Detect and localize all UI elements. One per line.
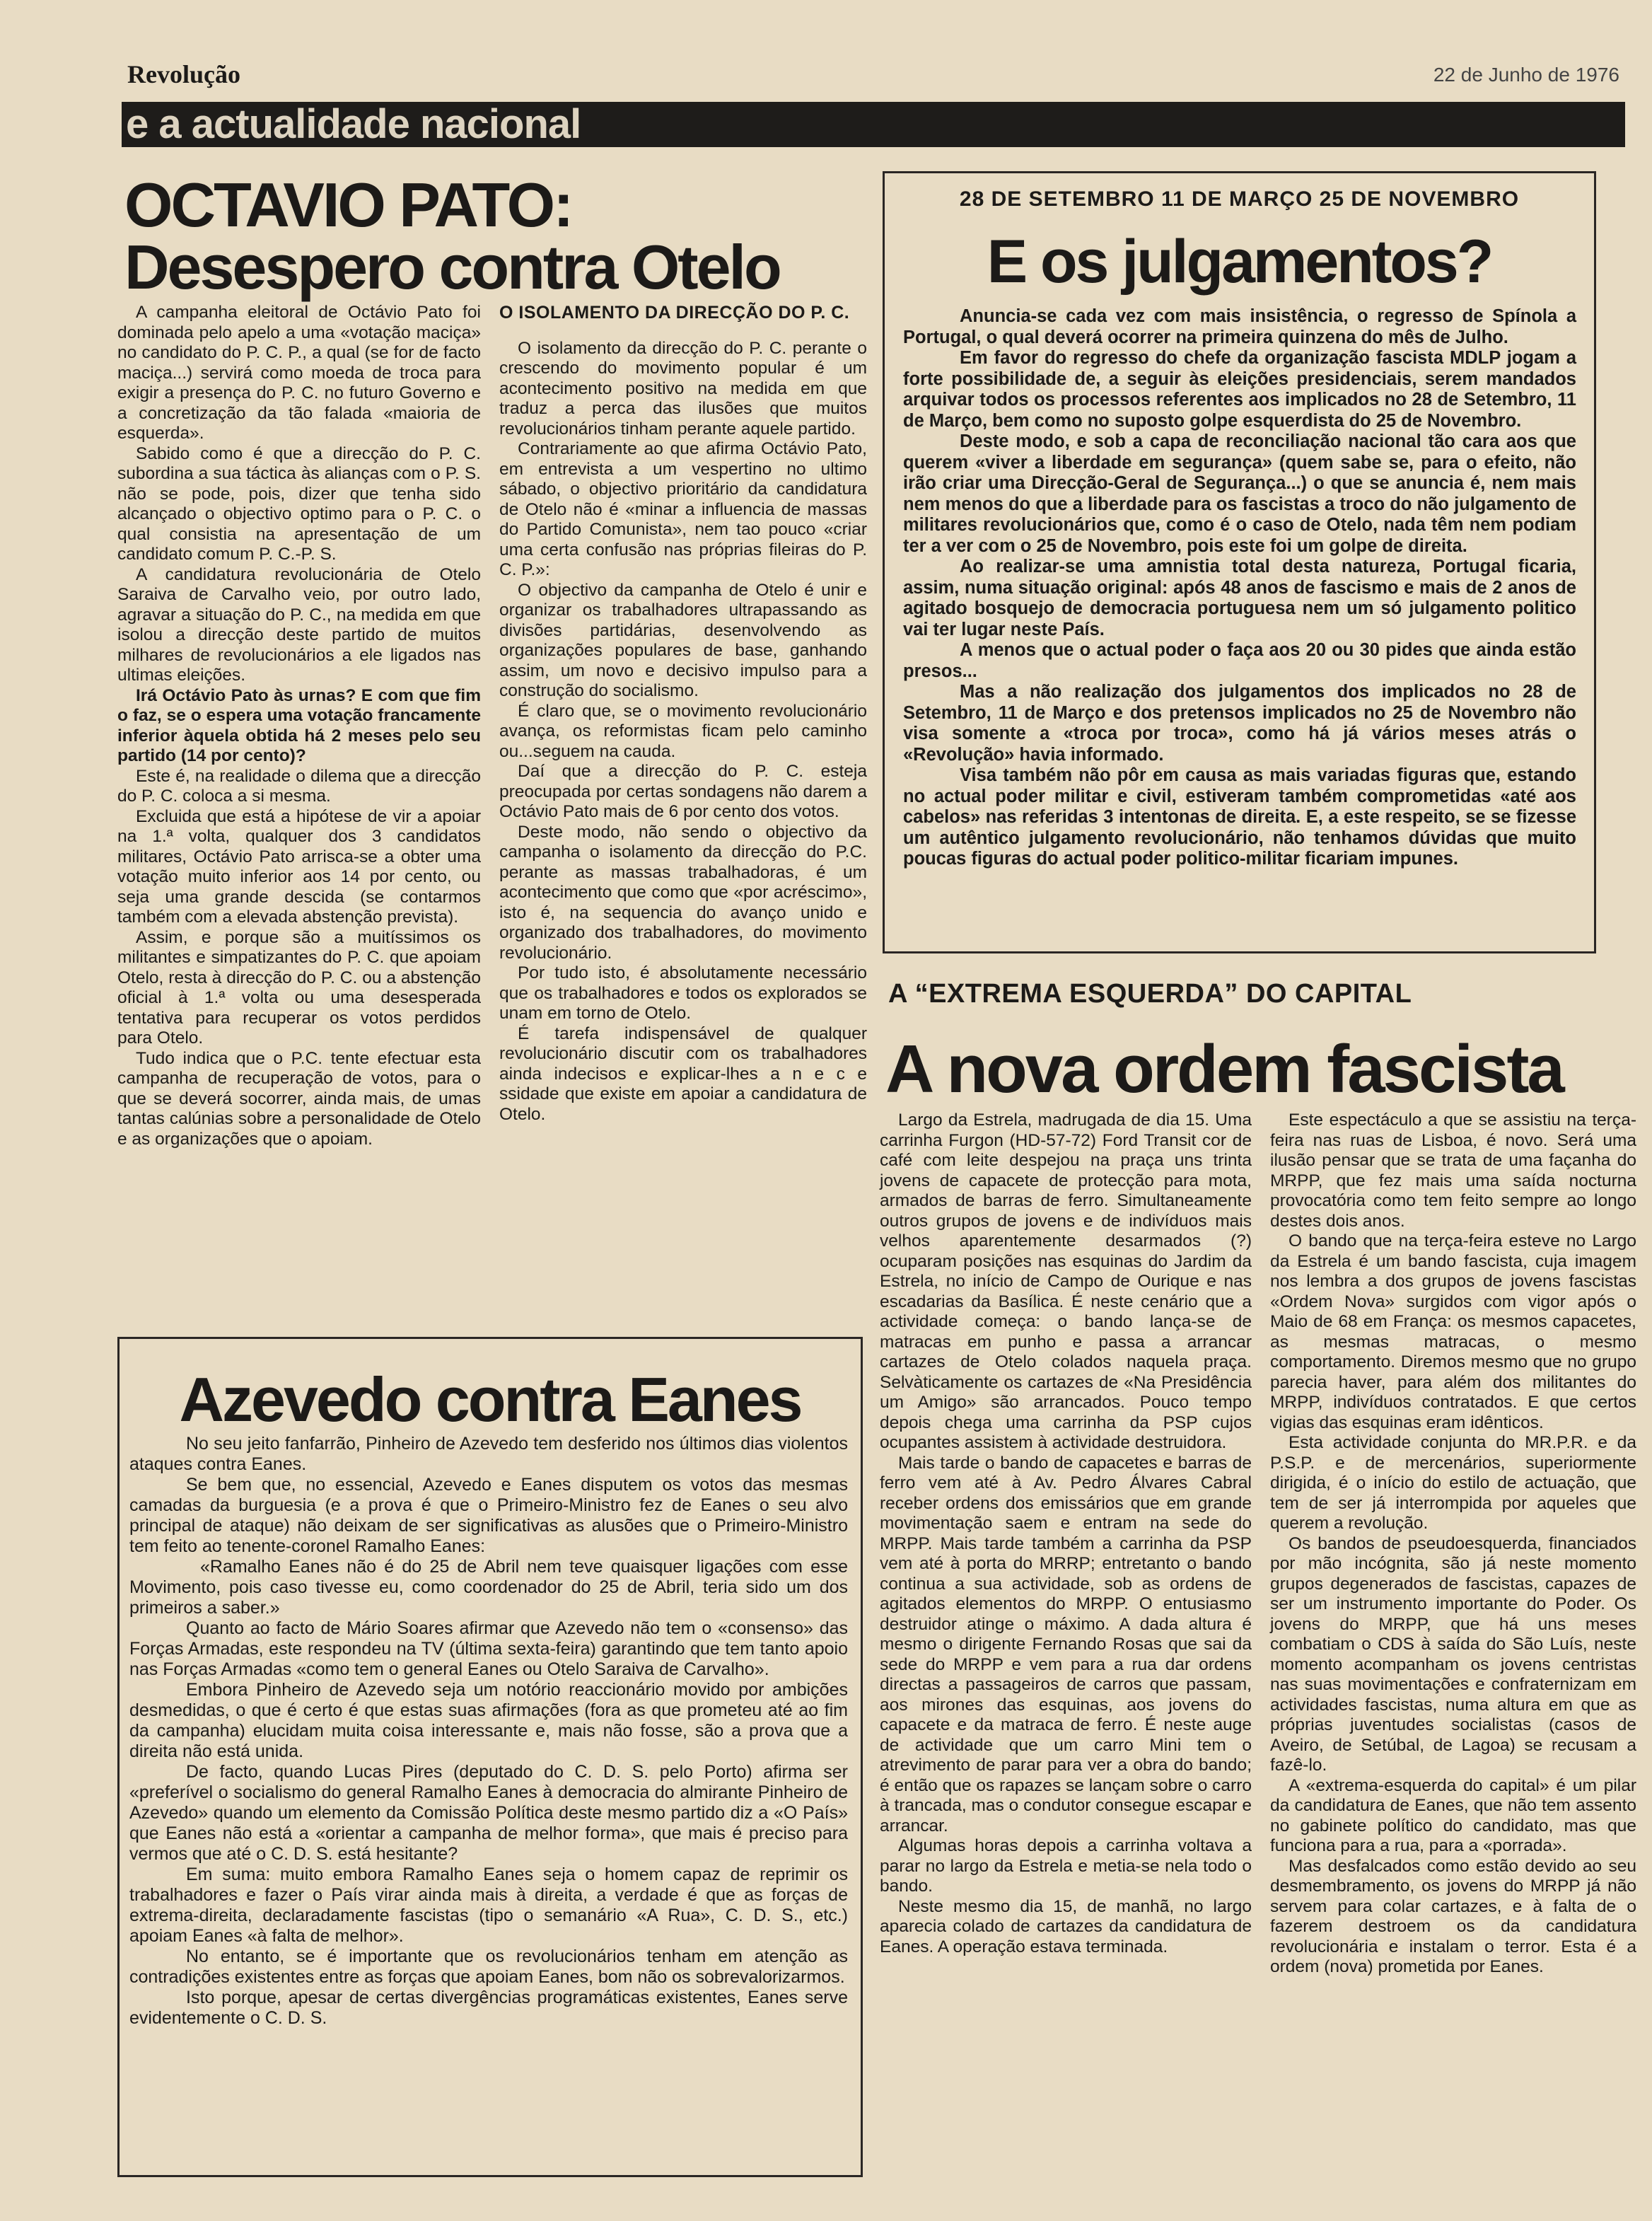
fascista-column-2 [1270, 1110, 1636, 1978]
pato-para: Por tudo isto, é absolutamente necessário que os trabalhadores e todos os explorados se unam em torno de Otelo. [499, 963, 867, 1023]
pato-column-2 [499, 303, 867, 1125]
pato-para: Deste modo, não sendo o objectivo da campanha o isolamento da direcção do P.C. perante as massas trabalhadoras, é um acontecimento que como que «por acréscimo», isto é, na sequencia do avanço unido e organizado dos trabalhadores, do movimento revolucionário. [499, 822, 867, 963]
azevedo-title: Azevedo contra Eanes [179, 1364, 801, 1434]
pato-para: Este é, na realidade o dilema que a direcção do P. C. coloca a si mesma. [117, 766, 481, 806]
fascista-para: Neste mesmo dia 15, de manhã, no largo aparecia colado de cartazes da candidatura de Eanes. A operação estava terminada. [880, 1896, 1252, 1956]
fascista-kicker: A “EXTREMA ESQUERDA” DO CAPITAL [888, 979, 1412, 1009]
fascista-para: Este espectáculo a que se assistiu na terça-feira nas ruas de Lisboa, é novo. Será uma ilusão pensar que se trata de uma façanha do MRPP, que fez mais uma saída nocturna provocatória como tem feito sempre ao longo destes dois anos. [1270, 1110, 1636, 1231]
azevedo-para: Em suma: muito embora Ramalho Eanes seja o homem capaz de reprimir os trabalhadores e fazer o País virar ainda mais à direita, a verdade é que as forças de extrema-direita, declaradamente fascistas (tipo o semanário «A Rua», C. D. S., etc.) apoiam Eanes «à falta de melhor». [129, 1865, 848, 1946]
julgamentos-para: Anuncia-se cada vez com mais insistência, o regresso de Spínola a Portugal, o qual deverá ocorrer na primeira quinzena do mês de Julho. [903, 306, 1576, 347]
pato-para: Sabido como é que a direcção do P. C. subordina a sua táctica às alianças com o P. S. não se pode, pois, dizer que tenha sido alcançado o objectivo optimo para o P. C. o qual consistia na apresentação de um candidato comum P. C.-P. S. [117, 443, 481, 564]
pato-subhead: O ISOLAMENTO DA DIRECÇÃO DO P. C. [499, 303, 850, 323]
julgamentos-para: Visa também não pôr em causa as mais variadas figuras que, estando no actual poder militar e civil, estiveram também comprometidas «até aos cabelos» nas referidas 3 intentonas de direita. E, a este respeito, se se fizesse um autêntico julgamento revolucionário, não tenhamos dúvidas que muito poucas figuras do actual poder politico-militar ficariam impunes. [903, 765, 1576, 869]
pato-para: Daí que a direcção do P. C. esteja preocupada por certas sondagens não darem a Octávio Pato mais de 6 por cento dos votos. [499, 762, 867, 821]
fascista-para: A «extrema-esquerda do capital» é um pilar da candidatura de Eanes, que não tem assento no gabinete político do candidato, mas que funciona para a rua, para a «porrada». [1270, 1775, 1636, 1855]
azevedo-para: No entanto, se é importante que os revolucionários tenham em atenção as contradições existentes entre as forças que apoiam Eanes, bom não os sobrevalorizarmos. [129, 1947, 848, 1987]
julgamentos-para: Mas a não realização dos julgamentos dos implicados no 28 de Setembro, 11 de Março e dos pretensos implicados no 25 de Novembro não visa somente a «troca por troca», como há já vários meses atrás o «Revolução» havia informado. [903, 682, 1576, 765]
azevedo-box [117, 1337, 863, 2177]
julgamentos-kicker: 28 DE SETEMBRO 11 DE MARÇO 25 DE NOVEMBRO [959, 187, 1520, 211]
pato-kicker: OCTAVIO PATO: [124, 170, 572, 240]
fascista-para: Esta actividade conjunta do MR.P.R. e da P.S.P. e de mercenários, superiormente dirigida, é o início do estilo de actuação, que tem de ser já interrompida por aqueles que querem a revolução. [1270, 1433, 1636, 1533]
pato-para: O isolamento da direcção do P. C. perante o crescendo do movimento popular é um acontecimento positivo na medida em que traduz a perca das ilusões que muitos revolucionários tinham perante aquele partido. [499, 338, 867, 439]
julgamentos-para: A menos que o actual poder o faça aos 20 ou 30 pides que ainda estão presos... [903, 640, 1576, 681]
fascista-para: Mas desfalcados como estão devido ao seu desmembramento, os jovens do MRPP já não servem para colar cartazes, e à falta de o fazerem destroem os da candidatura revolucionária e instalam o terror. Esta é a ordem (nova) prometida por Eanes. [1270, 1856, 1636, 1976]
pato-para: Contrariamente ao que afirma Octávio Pato, em entrevista a um vespertino no ultimo sábado, o objectivo prioritário da candidatura de Otelo não é «minar a influencia de massas do Partido Comunista», nem tao pouco «criar uma certa confusão nas próprias fileiras do P. C. P.»: [499, 439, 867, 579]
pato-para: A candidatura revolucionária de Otelo Saraiva de Carvalho veio, por outro lado, agravar a situação do P. C., na medida em que isolou a direcção deste partido de muitos milhares de revolucionários a ele ligados nas ultimas eleições. [117, 564, 481, 685]
fascista-para: Mais tarde o bando de capacetes e barras de ferro vem até à Av. Pedro Álvares Cabral receber ordens dos emissários que em grande movimentação saem e entram na sede do MRPP. Mais tarde também a carrinha da PSP vem até à porta do MRRP; entretanto o bando continua a sua actividade, sob as ordens de agitados elementos do MRPP. O entusiasmo destruidor atinge o máximo. A dada altura é mesmo o dirigente Fernando Rosas que sai da sede do MRPP e vem para a rua dar ordens directas a passageiros de carros que passam, aos mirones das esquinas, aos jovens do capacete e da matraca de ferro. É neste auge de actividade que um carro Mini tem o atrevimento de parar para ver a obra do bando; é então que os rapazes se lançam sobre o carro à trancada, mas o condutor consegue escapar e arrancar. [880, 1453, 1252, 1836]
fascista-column-1 [880, 1110, 1252, 1957]
pato-para: Assim, e porque são a muitíssimos os militantes e simpatizantes do P. C. que apoiam Otelo, resta à direcção do P. C. ou a abstenção oficial à 1.ª volta ou uma desesperada tentativa para recuperar os votos perdidos para Otelo. [117, 927, 481, 1048]
pato-column-1 [117, 303, 481, 1149]
pato-para: Irá Octávio Pato às urnas? E com que fim o faz, se o espera uma votação francamente inferior àquela obtida há 2 meses pelo seu partido (14 por cento)? [117, 685, 481, 765]
julgamentos-para: Deste modo, e sob a capa de reconciliação nacional tão cara aos que querem «viver a liberdade em segurança» (quem sabe se, para o efeito, não irão criar uma Direcção-Geral de Segurança...) o que se anuncia é, nem mais nem menos do que a liberdade para os fascistas a troco do não julgamento de militares revolucionários que, como é o caso de Otelo, nada têm nem podiam ter a ver com o 25 de Novembro, pois este foi um golpe de direita. [903, 431, 1576, 556]
azevedo-para: Quanto ao facto de Mário Soares afirmar que Azevedo não tem o «consenso» das Forças Armadas, este respondeu na TV (última sexta-feira) garantindo que tem tanto apoio nas Forças Armadas «como tem o general Eanes ou Otelo Saraiva de Carvalho». [129, 1618, 848, 1679]
fascista-para: Algumas horas depois a carrinha voltava a parar no largo da Estrela e metia-se nela todo o bando. [880, 1836, 1252, 1896]
pato-title: Desespero contra Otelo [124, 232, 780, 302]
fascista-title: A nova ordem fascista [885, 1031, 1563, 1107]
azevedo-para: De facto, quando Lucas Pires (deputado do C. D. S. pelo Porto) afirma ser «preferível o socialismo do general Ramalho Eanes à democracia do almirante Pinheiro de Azevedo» quando um elemento da Comissão Política deste mesmo partido diz a «O País» que Eanes não está a «orientar a campanha de melhor forma», que mais é preciso para vermos que até o C. D. S. está hesitante? [129, 1762, 848, 1864]
pato-para: O objectivo da campanha de Otelo é unir e organizar os trabalhadores ultrapassando as divisões partidárias, desenvolvendo as organizações populares de base, ganhando assim, um novo e decisivo impulso para a construção do socialismo. [499, 580, 867, 700]
azevedo-para: Se bem que, no essencial, Azevedo e Eanes disputem os votos das mesmas camadas da burguesia (e a prova é que o Primeiro-Ministro fez de Eanes o seu alvo principal de ataque) não deixam de ser significativas as alusões que o Primeiro-Ministro tem feito ao tenente-coronel Ramalho Eanes: [129, 1475, 848, 1556]
julgamentos-para: Ao realizar-se uma amnistia total desta natureza, Portugal ficaria, assim, numa situação original: após 48 anos de fascismo e mais de 2 anos de agitado bosquejo de democracia portuguesa nem um só julgamento politico vai ter lugar neste País. [903, 557, 1576, 639]
azevedo-quote: «Ramalho Eanes não é do 25 de Abril nem teve quaisquer ligações com esse Movimento, pois caso tivesse eu, como coordenador do 25 de Abril, teria sido um dos primeiros a saber.» [129, 1557, 848, 1618]
fascista-para: Os bandos de pseudoesquerda, financiados por mão incógnita, são já neste momento grupos degenerados de fascistas, capazes de ser um instrumento importante do Poder. Os jovens do MRPP, que há uns meses combatiam o CDS à saída do São Luís, neste momento acompanham os jovens centristas nas suas movimentações e confraternizam em actividades fascistas, numa altura em que as próprias juventudes socialistas (casos de Aveiro, de Setúbal, de Lagoa) se recusam a fazê-lo. [1270, 1533, 1636, 1775]
pato-para: Tudo indica que o P.C. tente efectuar esta campanha de recuperação de votos, para o que se deverá socorrer, ainda mais, de umas tantas calúnias sobre a personalidade de Otelo e as organizações que o apoiam. [117, 1048, 481, 1149]
azevedo-para: Embora Pinheiro de Azevedo seja um notório reaccionário movido por ambições desmedidas, o que é certo é que estas suas afirmações (fora as que prometeu até ao fim da campanha) elucidam muita coisa interessante e, mais não fosse, são a prova que a direita não está unida. [129, 1680, 848, 1761]
section-title: e a actualidade nacional [126, 101, 581, 147]
pato-para: É tarefa indispensável de qualquer revolucionário discutir com os trabalhadores ainda indecisos e explicar-lhes a n e c e ssidade que existe em apoiar a candidatura de Otelo. [499, 1023, 867, 1124]
julgamentos-box [883, 171, 1596, 953]
pato-para: A campanha eleitoral de Octávio Pato foi dominada pelo apelo a uma «votação maciça» no candidato do P. C. P., a qual (se for de facto maciça...) servirá como moeda de troca para exigir a presença do P. C. no futuro Governo e a concretização da tão falada «maioria de esquerda». [117, 303, 481, 443]
pato-para: É claro que, se o movimento revolucionário avança, os reformistas ficam pelo caminho ou...seguem na cauda. [499, 701, 867, 761]
azevedo-para: Isto porque, apesar de certas divergências programáticas existentes, Eanes serve evidentemente o C. D. S. [129, 1988, 848, 2028]
section-bar [122, 102, 1625, 147]
julgamentos-title: E os julgamentos? [987, 228, 1492, 296]
fascista-para: Largo da Estrela, madrugada de dia 15. Uma carrinha Furgon (HD-57-72) Ford Transit cor de café com leite despejou na praça uns trinta jovens de capacete de protecção para mota, armados de barras de ferro. Simultaneamente outros grupos de jovens e de indivíduos mais velhos aparentemente desarmados (?) ocuparam posições nas esquinas do Jardim da Estrela, no início de Campo de Ourique e nas escadarias da Basílica. É neste cenário que a actividade começa: o bando lança-se de matracas em punho e passa a arrancar cartazes de Otelo colados naquela praça. Selvàticamente os cartazes de «Na Presidência um Amigo» são arrancados. Pouco tempo depois chega uma carrinha da PSP cujos ocupantes assistem à actividade destruidora. [880, 1110, 1252, 1452]
julgamentos-para: Em favor do regresso do chefe da organização fascista MDLP jogam a forte possibilidade de, a seguir às eleições presidenciais, serem mandados arquivar todos os processos referentes aos implicados no 28 de Setembro, 11 de Março, bem como no suposto golpe esquerdista do 25 de Novembro. [903, 348, 1576, 431]
dateline: 22 de Junho de 1976 [1433, 64, 1619, 86]
pato-para: Excluida que está a hipótese de vir a apoiar na 1.ª volta, qualquer dos 3 candidatos militares, Octávio Pato arrisca-se a obter uma votação muito inferior aos 14 por cento, ou seja uma grande descida (se contarmos também com a elevada abstenção prevista). [117, 806, 481, 927]
julgamentos-body [903, 306, 1576, 870]
azevedo-body [129, 1434, 848, 2029]
fascista-para: O bando que na terça-feira esteve no Largo da Estrela é um bando fascista, cuja imagem nos lembra a dos grupos de jovens fascistas «Ordem Nova» surgidos com vigor após o Maio de 68 em França: os mesmos capacetes, as mesmas matracas, o mesmo comportamento. Diremos mesmo que no grupo parecia haver, para além dos militantes do MRPP, indivíduos contratados. E que certos vigias das esquinas eram idênticos. [1270, 1231, 1636, 1432]
azevedo-para: No seu jeito fanfarrão, Pinheiro de Azevedo tem desferido nos últimos dias violentos ataques contra Eanes. [129, 1434, 848, 1474]
masthead: Revolução [127, 60, 240, 88]
